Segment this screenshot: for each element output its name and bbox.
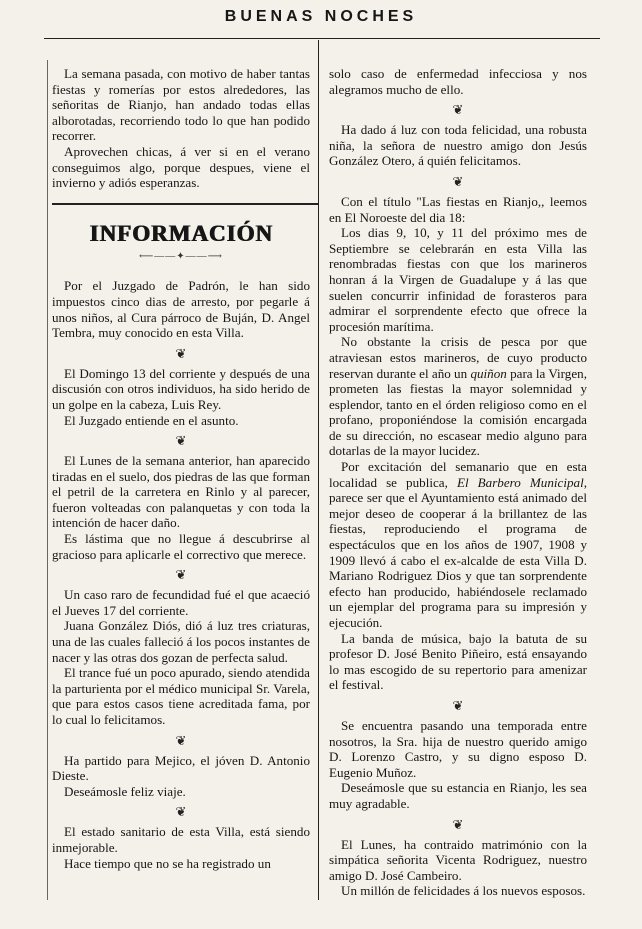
news-item: Un caso raro de fecundidad fué el que acaeció el Jueves 17 del corriente. — [52, 587, 310, 618]
title-flourish: ⟵——✦——⟶ — [138, 250, 224, 262]
ornament-icon: ❦ — [452, 173, 464, 189]
text-run: No obstante la crisis de pesca por que atraviesan estos marineros, de cuyo producto reservan durante el año un — [329, 334, 587, 381]
news-item: El Juzgado entiende en el asunto. — [64, 412, 239, 428]
news-item: La banda de música, bajo la batuta de su profesor D. José Benito Piñeiro, está ensayando lo mas escogido de su repertorio para amenizar el festival. — [329, 630, 587, 693]
header-rule — [44, 38, 600, 39]
news-item: Con el título "Las fiestas en Rianjo,, leemos en El Noroeste del dia 18: — [329, 193, 587, 225]
left-margin-rule — [47, 60, 48, 900]
ornament-icon: ❦ — [175, 567, 187, 583]
column-divider — [318, 40, 319, 900]
intro-paragraph: La semana pasada, con motivo de haber tantas fiestas y romerías por estos alrededores, las señoritas de Rianjo, han andado todas ellas alborotadas, recorriendo todo lo que han podido recorrer. — [52, 66, 310, 144]
ornament-icon: ❦ — [175, 345, 187, 361]
news-item: Ha partido para Mejico, el jóven D. Antonio Dieste. — [52, 752, 310, 784]
emphasis-text: quiñon — [470, 365, 507, 381]
ornament-icon: ❦ — [175, 433, 187, 449]
news-item: El Lunes, ha contraido matrimónio con la simpática señorita Vicenta Rodriguez, nuestro amigo D. José Cambeiro. — [329, 836, 587, 883]
left-column — [52, 66, 310, 871]
news-item: Por el Juzgado de Padrón, le han sido impuestos cinco dias de arresto, por pegarle á unos niños, al Cura párroco de Buján, D. Angel Tembra, muy conocido en esta Villa. — [52, 278, 310, 341]
page-header: BUENAS NOCHES — [224, 8, 418, 25]
text-run: , parece ser que el Ayuntamiento está animado del mejor deseo de cooperar á la brillantez de las fiestas, reproduciendo el programa de espectáculos que en los años de 1907, 1908 y 1909 llevó á cabo el ex-alcalde de esta Villa D. Mariano Rodriguez Dios y que tan sorprendente efecto han producido, habiéndosele reclamado un ejemplar del programa para su impresión y ejecución. — [329, 474, 587, 630]
news-item: El estado sanitario de esta Villa, está siendo inmejorable. — [52, 824, 310, 855]
news-item: El trance fué un poco apurado, siendo atendida la parturienta por el médico municipal Sr. Varela, que para estos casos tiene acreditada fama, por lo cual lo felicitamos. — [52, 665, 310, 727]
news-item: Los dias 9, 10, y 11 del próximo mes de Septiembre se celebrarán en esta Villa las renombradas fiestas con que los marineros honran á la Virgen de Guadalupe y á las que suelen concurrir infinidad de forasteros para admirar el sorprendente efecto que ofrece la procesión marítima. — [329, 225, 587, 334]
news-item: Es lástima que no llegue á descubrirse al gracioso para aplicarle el correctivo que merece. — [52, 531, 310, 562]
ornament-icon: ❦ — [452, 697, 464, 713]
news-item: Se encuentra pasando una temporada entre nosotros, la Sra. hija de nuestro querido amigo D. Lorenzo Castro, y su digno esposo D. Eugenio Muñoz. — [329, 717, 587, 780]
ornament-icon: ❦ — [175, 732, 187, 748]
news-item — [329, 334, 587, 459]
text-run: Por excitación del semanario que en esta localidad se publica, — [329, 459, 587, 490]
news-item — [329, 459, 587, 631]
emphasis-text: El Barbero Municipal — [456, 474, 584, 490]
news-item: solo caso de enfermedad infecciosa y nos alegramos mucho de ello. — [329, 66, 587, 97]
section-title: INFORMACIÓN — [89, 220, 273, 246]
ornament-icon: ❦ — [452, 816, 464, 832]
news-item: Ha dado á luz con toda felicidad, una robusta niña, la señora de nuestro amigo don Jesús González Otero, á quién felicitamos. — [329, 122, 587, 169]
news-item: Juana González Diós, dió á luz tres criaturas, una de las cuales falleció á los pocos instantes de nacer y las otras dos gozan de perfecta salud. — [52, 618, 310, 665]
right-column — [329, 66, 587, 899]
news-item: Deseámosle feliz viaje. — [64, 783, 186, 799]
news-item: El Domingo 13 del corriente y después de una discusión con otros individuos, ha sido herido de un golpe en la cabeza, Luis Rey. — [52, 365, 310, 412]
text-run: para la Virgen, prometen las fiestas la mayor solemnidad y esplendor, tanto en el órden religioso como en el profano, proponiéndose la comisión encargada de su dirección, no escasear medio alguno para dotarlas de la mayor lucidez. — [329, 365, 587, 459]
ornament-icon: ❦ — [175, 804, 187, 820]
section-divider — [52, 203, 318, 205]
news-item: El Lunes de la semana anterior, han aparecido tiradas en el suelo, dos piedras de las que forman el petril de la carretera en Rinlo y al parecer, fueron volteadas con palanquetas y con toda la intención de hacer daño. — [52, 453, 310, 531]
news-item: Deseámosle que su estancia en Rianjo, les sea muy agradable. — [329, 780, 587, 811]
ornament-icon: ❦ — [452, 102, 464, 118]
news-item: Hace tiempo que no se ha registrado un — [64, 855, 271, 871]
news-item: Un millón de felicidades á los nuevos esposos. — [341, 883, 586, 899]
intro-paragraph: Aprovechen chicas, á ver si en el verano conseguimos algo, porque despues, viene el invierno y adiós esperanzas. — [52, 143, 310, 191]
